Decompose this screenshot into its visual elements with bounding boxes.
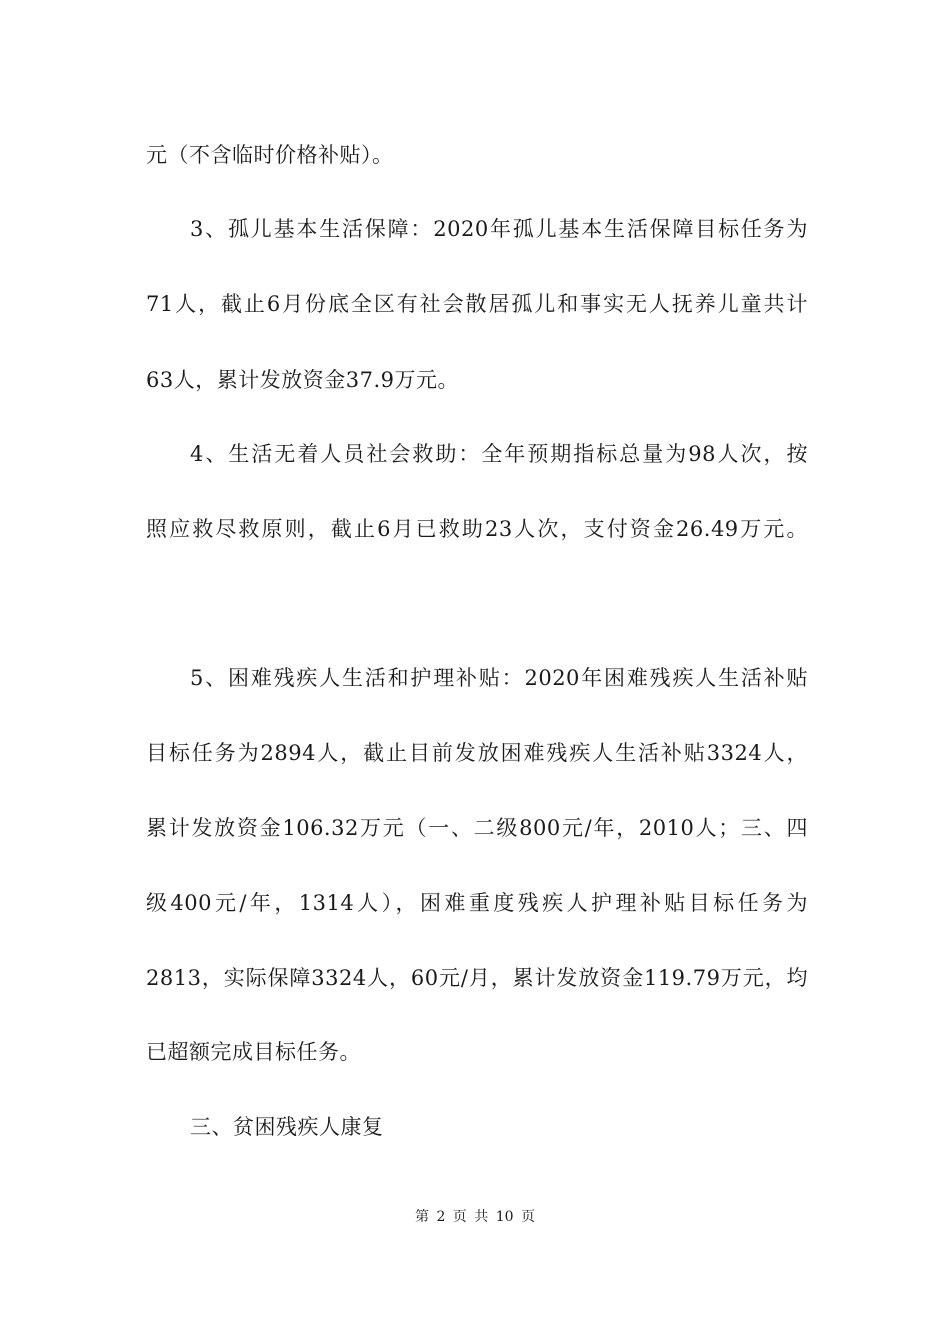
paragraph-line: 累计发放资金106.32万元（一、二级800元/年，2010人；三、四 <box>146 816 808 840</box>
paragraph-line: 71人，截止6月份底全区有社会散居孤儿和事实无人抚养儿童共计 <box>146 292 808 316</box>
paragraph-line: 3、孤儿基本生活保障：2020年孤儿基本生活保障目标任务为 <box>190 217 808 241</box>
paragraph-line: 级400元/年，1314人），困难重度残疾人护理补贴目标任务为 <box>146 891 808 915</box>
paragraph-line: 5、困难残疾人生活和护理补贴：2020年困难残疾人生活补贴 <box>190 666 808 690</box>
paragraph-line: 4、生活无着人员社会救助：全年预期指标总量为98人次，按 <box>190 442 808 466</box>
section-heading: 三、贫困残疾人康复 <box>190 1115 384 1139</box>
page-footer: 第 2 页 共 10 页 <box>415 1209 535 1225</box>
paragraph-line: 照应救尽救原则，截止6月已救助23人次，支付资金26.49万元。 <box>146 517 808 541</box>
paragraph-line: 已超额完成目标任务。 <box>146 1040 361 1064</box>
paragraph-line: 目标任务为2894人，截止目前发放困难残疾人生活补贴3324人， <box>146 741 808 765</box>
paragraph-line: 元（不含临时价格补贴）。 <box>146 143 394 167</box>
paragraph-line: 63人，累计发放资金37.9万元。 <box>146 368 459 392</box>
paragraph-line: 2813，实际保障3324人，60元/月，累计发放资金119.79万元，均 <box>146 966 808 990</box>
